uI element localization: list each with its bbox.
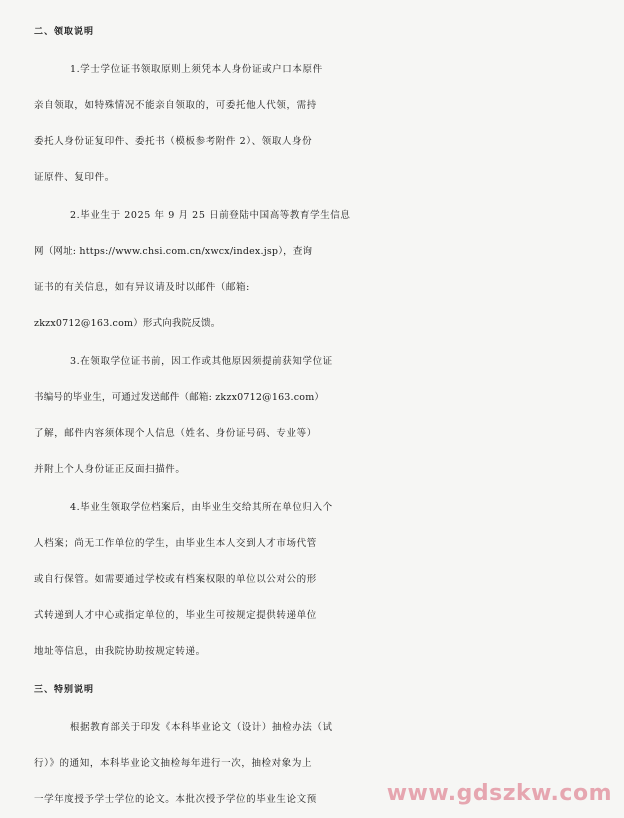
paragraph-line: 网（网址: https://www.chsi.com.cn/xwcx/index.jsp），查询 (34, 246, 313, 257)
site-watermark: www.gdszkw.com (386, 781, 612, 806)
paragraph-line: 或自行保管。如需要通过学校或有档案权限的单位以公对公的形 (34, 574, 317, 585)
paragraph-line: 书编号的毕业生，可通过发送邮件（邮箱: zkzx0712@163.com） (34, 392, 325, 403)
paragraph-line: 证原件、复印件。 (34, 172, 115, 183)
paragraph-line: 3.在领取学位证书前，因工作或其他原因须提前获知学位证 (70, 356, 333, 367)
paragraph-line: 人档案；尚无工作单位的学生，由毕业生本人交到人才市场代管 (34, 538, 317, 549)
paragraph-line: 证书的有关信息，如有异议请及时以邮件（邮箱: (34, 282, 250, 293)
paragraph-line: 并附上个人身份证正反面扫描件。 (34, 464, 186, 475)
paragraph-line: 1.学士学位证书领取原则上须凭本人身份证或户口本原件 (70, 64, 323, 75)
paragraph-line: 了解，邮件内容须体现个人信息（姓名、身份证号码、专业等） (34, 428, 317, 439)
paragraph-line: 2.毕业生于 2025 年 9 月 25 日前登陆中国高等教育学生信息 (70, 210, 351, 221)
paragraph-line: 行）》的通知，本科毕业论文抽检每年进行一次，抽检对象为上 (34, 758, 313, 769)
paragraph-line: zkzx0712@163.com）形式向我院反馈。 (34, 318, 221, 329)
section-heading-collection: 二、领取说明 (34, 27, 95, 37)
paragraph-line: 亲自领取，如特殊情况不能亲自领取的，可委托他人代领，需持 (34, 100, 317, 111)
paragraph-line: 4.毕业生领取学位档案后，由毕业生交给其所在单位归入个 (70, 502, 333, 513)
paragraph-line: 式转递到人才中心或指定单位的，毕业生可按规定提供转递单位 (34, 610, 317, 621)
paragraph-line: 地址等信息，由我院协助按规定转递。 (34, 646, 206, 657)
paragraph-line: 根据教育部关于印发《本科毕业论文（设计）抽检办法（试 (70, 722, 333, 733)
paragraph-line: 一学年度授予学士学位的论文。本批次授予学位的毕业生论文预 (34, 794, 317, 805)
paragraph-line: 委托人身份证复印件、委托书（模板参考附件 2）、领取人身份 (34, 136, 313, 147)
section-heading-special: 三、特别说明 (34, 685, 95, 695)
